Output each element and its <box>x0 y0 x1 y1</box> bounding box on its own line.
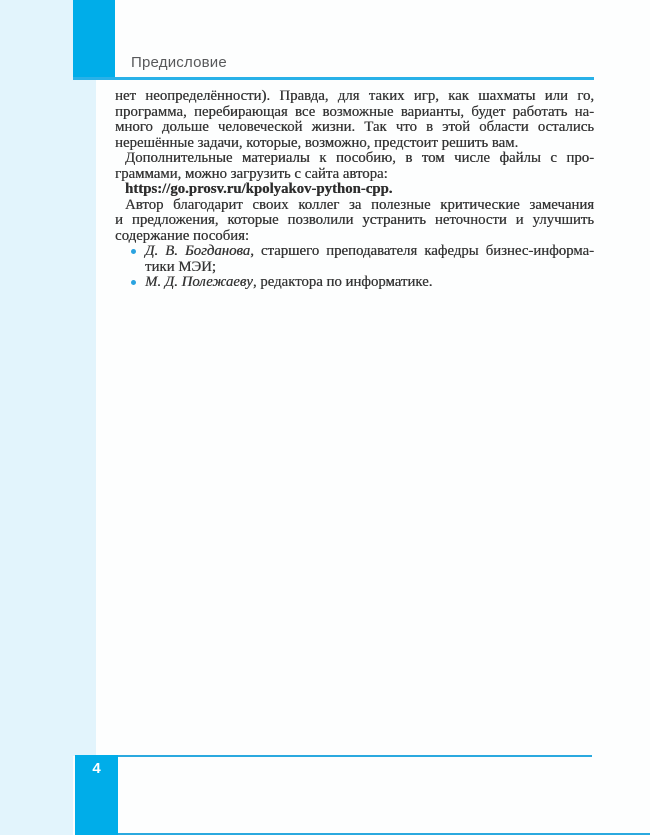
body-text-flow <box>115 89 594 291</box>
text-line <box>145 244 594 260</box>
left-margin-band <box>0 0 96 756</box>
text-line <box>145 260 594 276</box>
text-line: много дольше человеческой жизни. Так что в этой области остались <box>115 119 594 135</box>
header-rule <box>73 77 594 80</box>
list-item <box>145 244 594 275</box>
text-line: Автор благодарит своих коллег за полезные критические замечания <box>125 196 594 213</box>
text-line: нет неопределённости). Правда, для таких игр, как шахматы или го, <box>115 88 594 104</box>
left-margin-band-bottom <box>0 756 73 835</box>
page-number-box <box>75 755 118 835</box>
bullet-icon <box>131 280 136 285</box>
text-line: программа, перебирающая все возможные варианты, будет работать на- <box>115 103 594 120</box>
person-name: Д. В. Богданова <box>145 243 251 259</box>
running-head-title: Предисловие <box>131 54 227 71</box>
list-item <box>145 275 594 291</box>
site-url: https://go.prosv.ru/kpolyakov-python-cpp. <box>125 181 393 197</box>
text-segment: тики МЭИ; <box>145 258 216 275</box>
text-segment: , старшего преподавателя кафедры бизнес-информа- <box>250 243 594 259</box>
text-line: граммами, можно загрузить с сайта автора: <box>115 165 388 182</box>
footer-rule <box>75 755 592 757</box>
chapter-color-block <box>73 0 115 80</box>
text-line <box>145 275 594 291</box>
bullet-icon <box>131 249 136 254</box>
person-name: М. Д. Полежаеву <box>145 274 253 290</box>
page-number: 4 <box>92 760 101 777</box>
text-segment: , редактора по информатике. <box>252 274 433 290</box>
text-line: и предложения, которые позволили устранить неточности и улучшить <box>115 212 594 228</box>
text-line: содержание пособия: <box>115 227 249 244</box>
text-line: Дополнительные материалы к пособию, в том числе файлы с про- <box>125 150 594 166</box>
text-line: нерешённые задачи, которые, возможно, предстоит решить вам. <box>115 134 519 151</box>
